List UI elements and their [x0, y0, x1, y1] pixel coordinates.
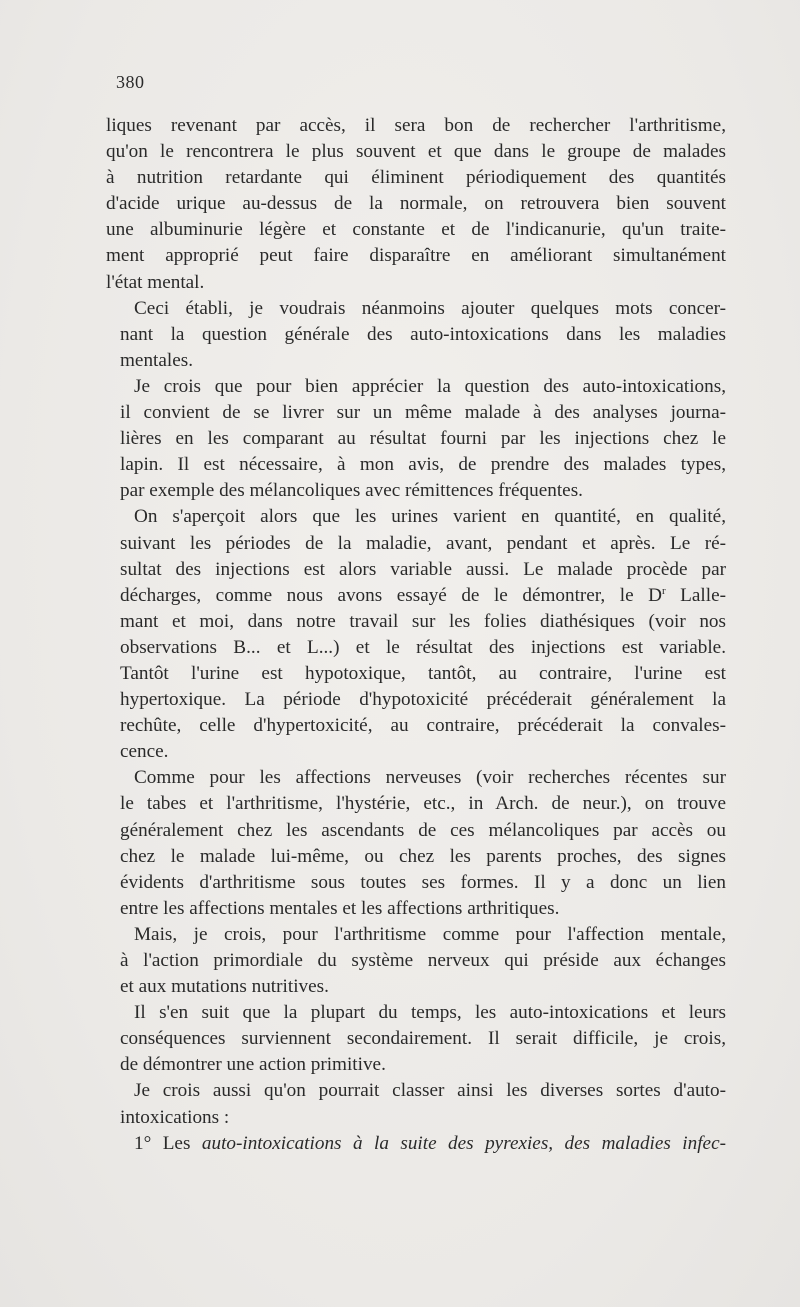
paragraph: [106, 922, 726, 1000]
text-line: intoxications :: [120, 1106, 230, 1128]
text-line: entre les affections mentales et les affections arthritiques.: [120, 897, 560, 919]
paragraph: [106, 374, 726, 504]
paragraph: [106, 113, 726, 296]
text-fragment: Lalle-: [665, 584, 726, 606]
text-line: qu'on le rencontrera le plus souvent et que dans le groupe de malades: [106, 141, 726, 163]
text-line: à nutrition retardante qui éliminent périodiquement des quantités: [106, 167, 726, 189]
text-line: Je crois que pour bien apprécier la question des auto-intoxications,: [134, 375, 726, 397]
text-line: ment approprié peut faire disparaître en améliorant simultanément: [106, 245, 726, 267]
text-line: et aux mutations nutritives.: [120, 976, 329, 998]
paragraph: [106, 1000, 726, 1078]
text-line: une albuminurie légère et constante et de l'indicanurie, qu'un traite-: [106, 219, 726, 241]
text-line: chez le malade lui-même, ou chez les parents proches, des signes: [120, 845, 726, 867]
text-line: le tabes et l'arthritisme, l'hystérie, etc., in Arch. de neur.), on trouve: [120, 793, 726, 815]
paragraph: [106, 1131, 726, 1157]
paragraph: [106, 296, 726, 374]
text-line: de démontrer une action primitive.: [120, 1054, 386, 1076]
text-line: liques revenant par accès, il sera bon de rechercher l'arthritisme,: [106, 115, 726, 136]
text-line: lières en les comparant au résultat fourni par les injections chez le: [120, 428, 726, 450]
text-line: On s'aperçoit alors que les urines varient en quantité, en qualité,: [134, 506, 726, 528]
text-line: suivant les périodes de la maladie, avant, pendant et après. Le ré-: [120, 532, 726, 554]
text-line: Comme pour les affections nerveuses (voir recherches récentes sur: [134, 767, 726, 789]
text-line: Mais, je crois, pour l'arthritisme comme pour l'affection mentale,: [134, 923, 726, 945]
text-line: nant la question générale des auto-intoxications dans les maladies: [120, 323, 726, 345]
paragraph: [106, 504, 726, 765]
text-line: sultat des injections est alors variable aussi. Le malade procède par: [120, 558, 726, 580]
text-line: observations B... et L...) et le résultat des injections est variable.: [120, 636, 726, 658]
text-line: hypertoxique. La période d'hypotoxicité précéderait généralement la: [120, 689, 726, 711]
text-line: d'acide urique au-dessus de la normale, on retrouvera bien souvent: [106, 193, 726, 215]
text-line: mentales.: [120, 349, 193, 371]
paragraph: [106, 765, 726, 922]
text-line: évidents d'arthritisme sous toutes ses formes. Il y a donc un lien: [120, 871, 726, 893]
text-line: il convient de se livrer sur un même malade à des analyses journa-: [120, 402, 726, 424]
text-fragment: 1° Les: [134, 1132, 202, 1154]
text-line: Tantôt l'urine est hypotoxique, tantôt, au contraire, l'urine est: [120, 662, 726, 684]
text-line: à l'action primordiale du système nerveux qui préside aux échanges: [120, 950, 726, 971]
text-fragment: décharges, comme nous avons essayé de le démontrer, le D: [120, 584, 662, 606]
text-line: lapin. Il est nécessaire, à mon avis, de prendre des malades types,: [120, 454, 726, 476]
text-line: rechûte, celle d'hypertoxicité, au contraire, précéderait la convales-: [120, 715, 726, 737]
body-text: [106, 113, 726, 1157]
text-line: cence.: [120, 741, 169, 763]
text-line: [106, 583, 726, 609]
text-line: par exemple des mélancoliques avec rémittences fréquentes.: [120, 480, 583, 502]
text-line: l'état mental.: [106, 271, 205, 293]
text-line: Ceci établi, je voudrais néanmoins ajouter quelques mots concer-: [134, 297, 726, 319]
text-line: [106, 1131, 726, 1157]
superscript: r: [661, 584, 666, 597]
text-line: Il s'en suit que la plupart du temps, les auto-intoxications et leurs: [134, 1002, 726, 1024]
paragraph: [106, 1078, 726, 1130]
page-number: 380: [116, 72, 145, 92]
italic-phrase: auto-intoxications à la suite des pyrexies, des maladies infec-: [201, 1132, 726, 1154]
text-line: généralement chez les ascendants de ces mélancoliques par accès ou: [120, 819, 726, 841]
text-line: Je crois aussi qu'on pourrait classer ainsi les diverses sortes d'auto-: [134, 1080, 726, 1102]
text-line: mant et moi, dans notre travail sur les folies diathésiques (voir nos: [120, 610, 726, 632]
text-line: conséquences surviennent secondairement. Il serait difficile, je crois,: [120, 1028, 726, 1050]
